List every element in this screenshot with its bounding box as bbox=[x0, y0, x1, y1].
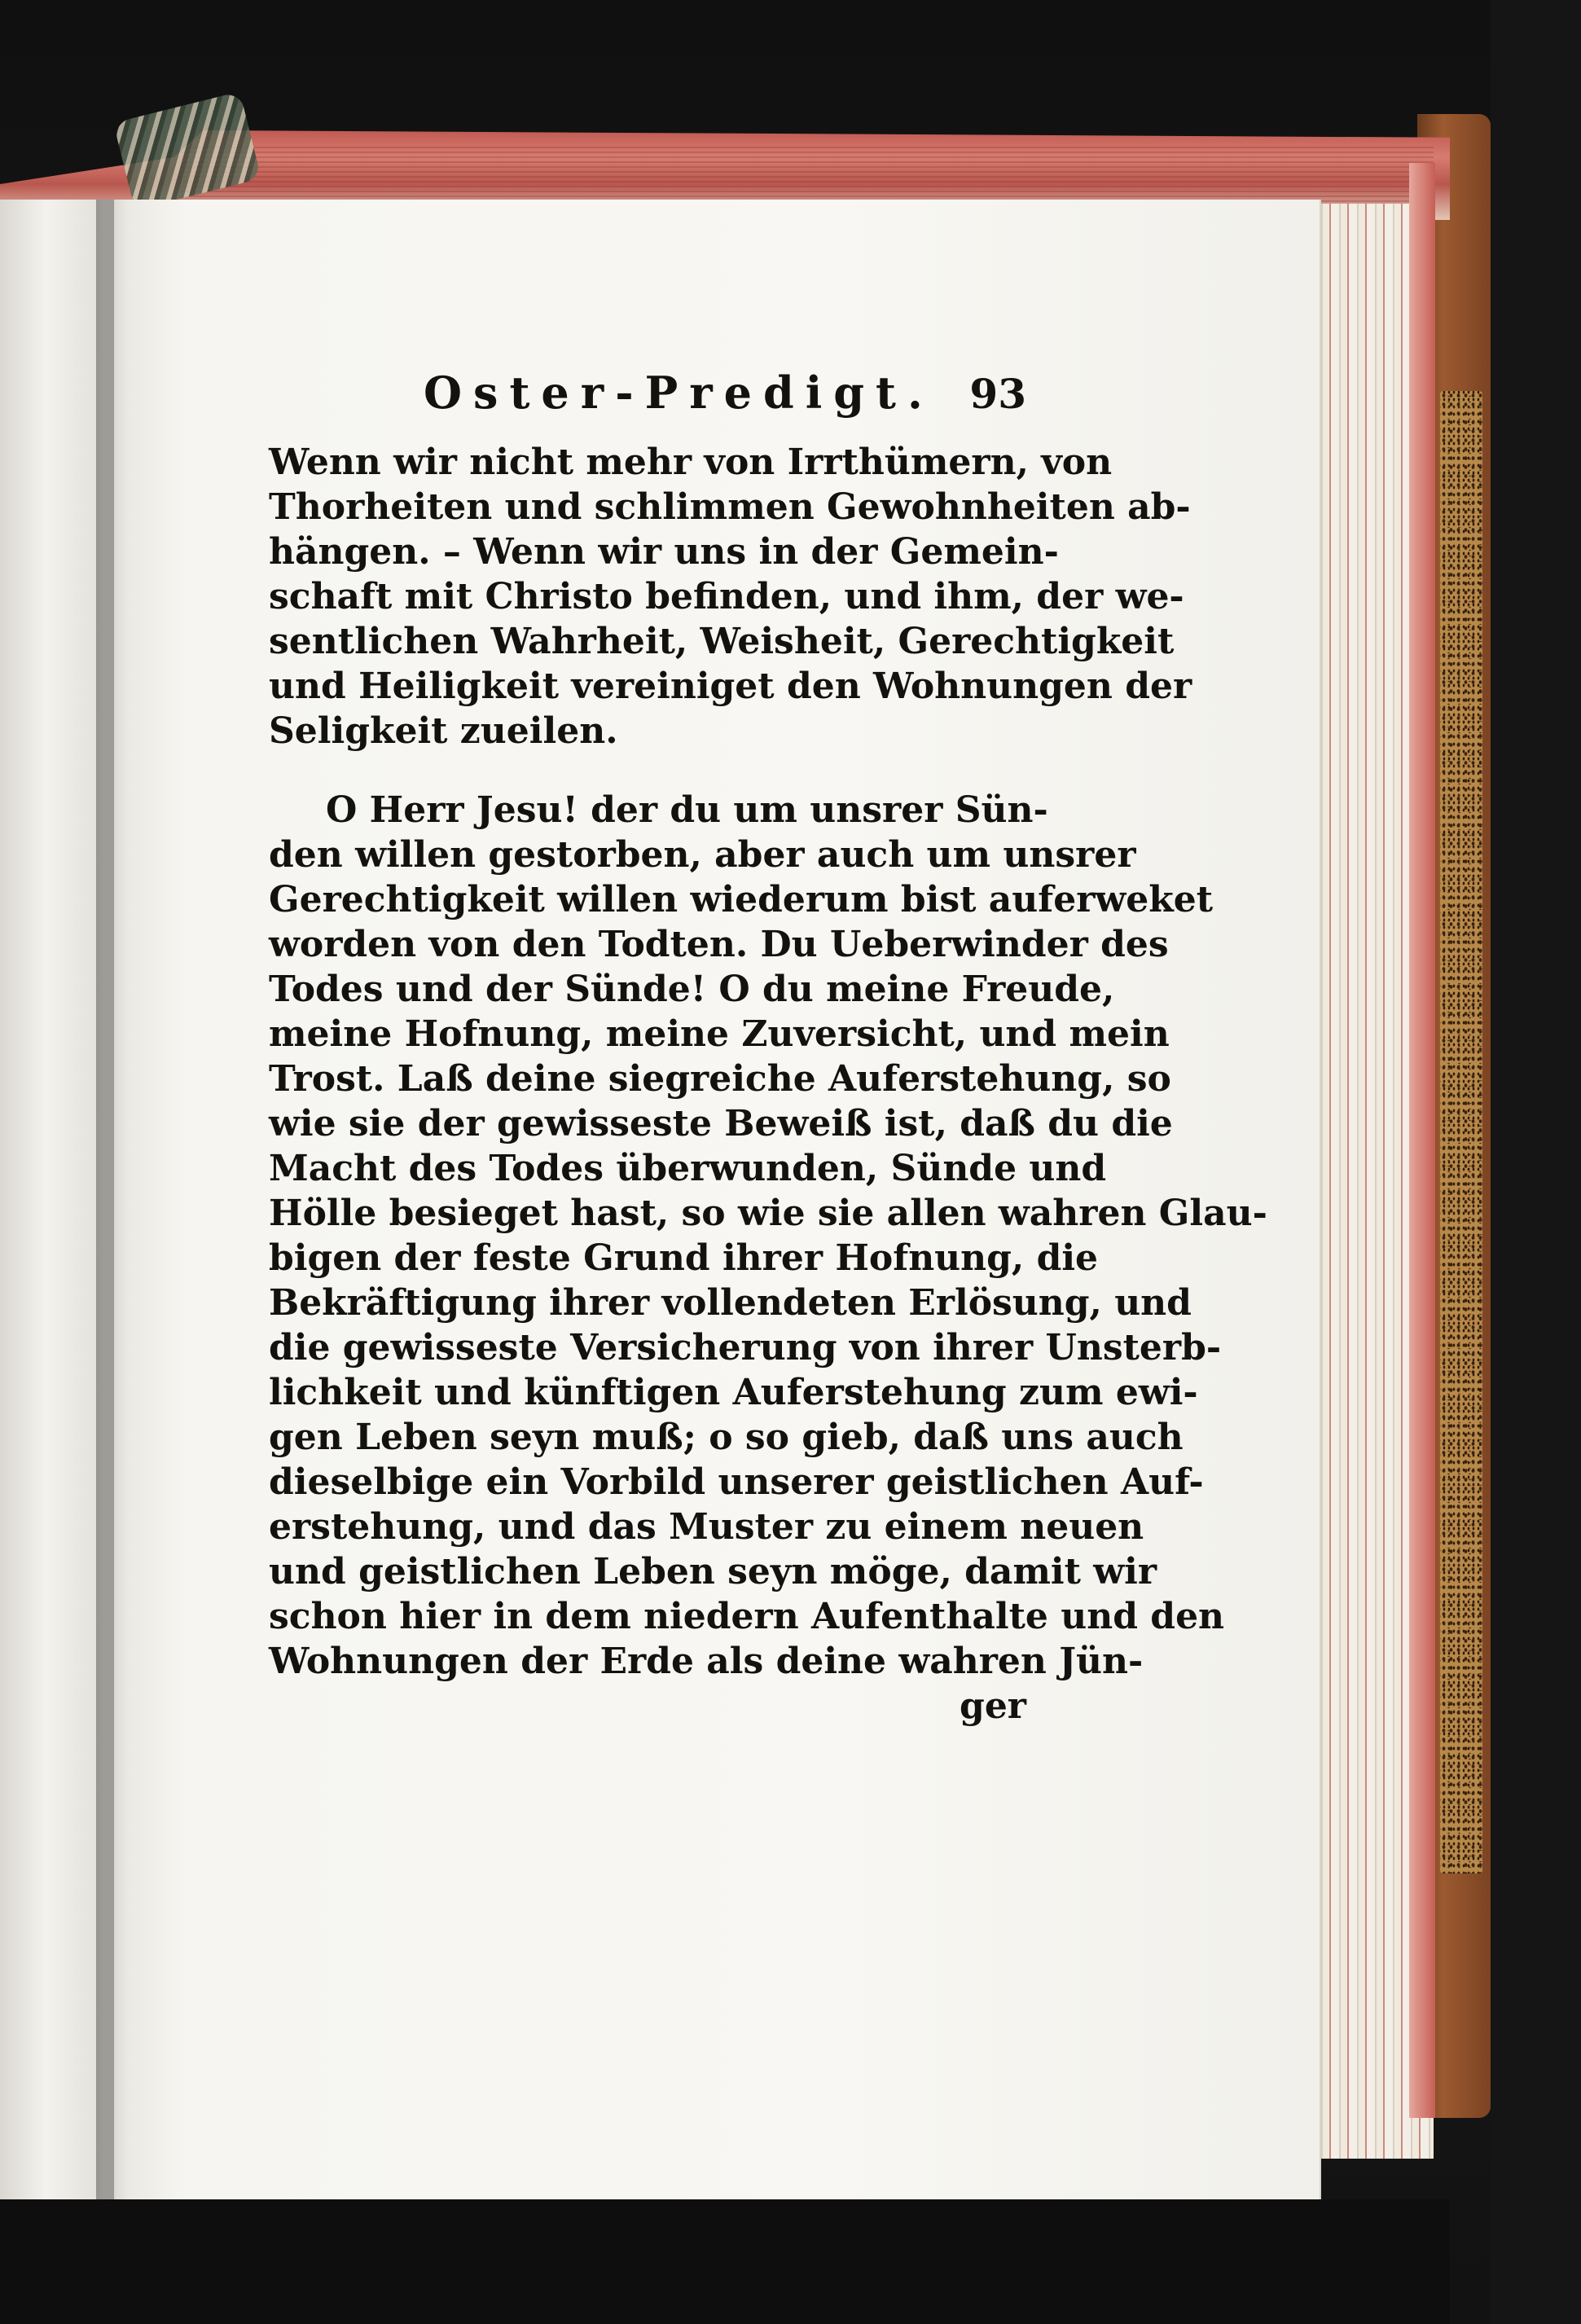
marbled-cover-texture bbox=[1440, 391, 1482, 1874]
text-line: schon hier in dem niedern Aufenthalte und den bbox=[269, 1596, 1225, 1637]
catchword: ger bbox=[960, 1685, 1026, 1727]
text-line: worden von den Todten. Du Ueberwinder des bbox=[269, 924, 1169, 965]
text-line: die gewisseste Versicherung von ihrer Unsterb- bbox=[269, 1327, 1222, 1368]
paragraph-1 bbox=[269, 440, 1192, 753]
text-line: Wohnungen der Erde als deine wahren Jün- bbox=[269, 1641, 1144, 1682]
text-line: Gerechtigkeit willen wiederum bist auferweket bbox=[269, 879, 1214, 920]
text-line: Hölle besieget hast, so wie sie allen wahren Glau- bbox=[269, 1193, 1267, 1234]
text-line: Trost. Laß deine siegreiche Auferstehung, so bbox=[269, 1058, 1171, 1100]
text-line: und Heiligkeit vereiniget den Wohnungen der bbox=[269, 666, 1192, 707]
text-line: bigen der feste Grund ihrer Hofnung, die bbox=[269, 1237, 1099, 1279]
text-line: Bekräftigung ihrer vollendeten Erlösung, und bbox=[269, 1282, 1192, 1324]
text-line: meine Hofnung, meine Zuversicht, und mein bbox=[269, 1013, 1170, 1055]
text-line: Wenn wir nicht mehr von Irrthümern, von bbox=[269, 442, 1113, 483]
text-line: Macht des Todes überwunden, Sünde und bbox=[269, 1148, 1107, 1189]
running-head bbox=[269, 367, 1026, 440]
text-line: Seligkeit zueilen. bbox=[269, 710, 618, 752]
page-number: 93 bbox=[969, 370, 1026, 418]
text-line: schaft mit Christo befinden, und ihm, der we- bbox=[269, 576, 1184, 617]
text-line: lichkeit und künftigen Auferstehung zum ewi- bbox=[269, 1372, 1198, 1413]
running-head-title: Oster-Predigt. bbox=[424, 367, 934, 419]
text-line: erstehung, und das Muster zu einem neuen bbox=[269, 1506, 1144, 1548]
text-line: Thorheiten und schlimmen Gewohnheiten ab- bbox=[269, 486, 1191, 528]
text-line: sentlichen Wahrheit, Weisheit, Gerechtigkeit bbox=[269, 621, 1175, 662]
text-line: und geistlichen Leben seyn möge, damit wir bbox=[269, 1551, 1157, 1593]
paragraph-2 bbox=[269, 788, 1267, 1684]
gutter-shadow bbox=[96, 200, 129, 2212]
red-gilt-fore-edge bbox=[1409, 163, 1435, 2118]
text-line: O Herr Jesu! der du um unsrer Sün- bbox=[326, 789, 1048, 831]
page-text-block bbox=[269, 367, 1267, 1729]
paragraph-gap bbox=[269, 753, 1026, 788]
text-line: wie sie der gewisseste Beweiß ist, daß du die bbox=[269, 1103, 1173, 1144]
text-line: dieselbige ein Vorbild unserer geistlichen Auf- bbox=[269, 1461, 1204, 1503]
bottom-background bbox=[0, 2199, 1450, 2324]
text-line: hängen. – Wenn wir uns in der Gemein- bbox=[269, 531, 1059, 573]
dark-background-right bbox=[1491, 0, 1581, 2324]
text-line: gen Leben seyn muß; o so gieb, daß uns auch bbox=[269, 1417, 1184, 1458]
text-line: Todes und der Sünde! O du meine Freude, bbox=[269, 969, 1115, 1010]
text-line: den willen gestorben, aber auch um unsrer bbox=[269, 834, 1136, 876]
